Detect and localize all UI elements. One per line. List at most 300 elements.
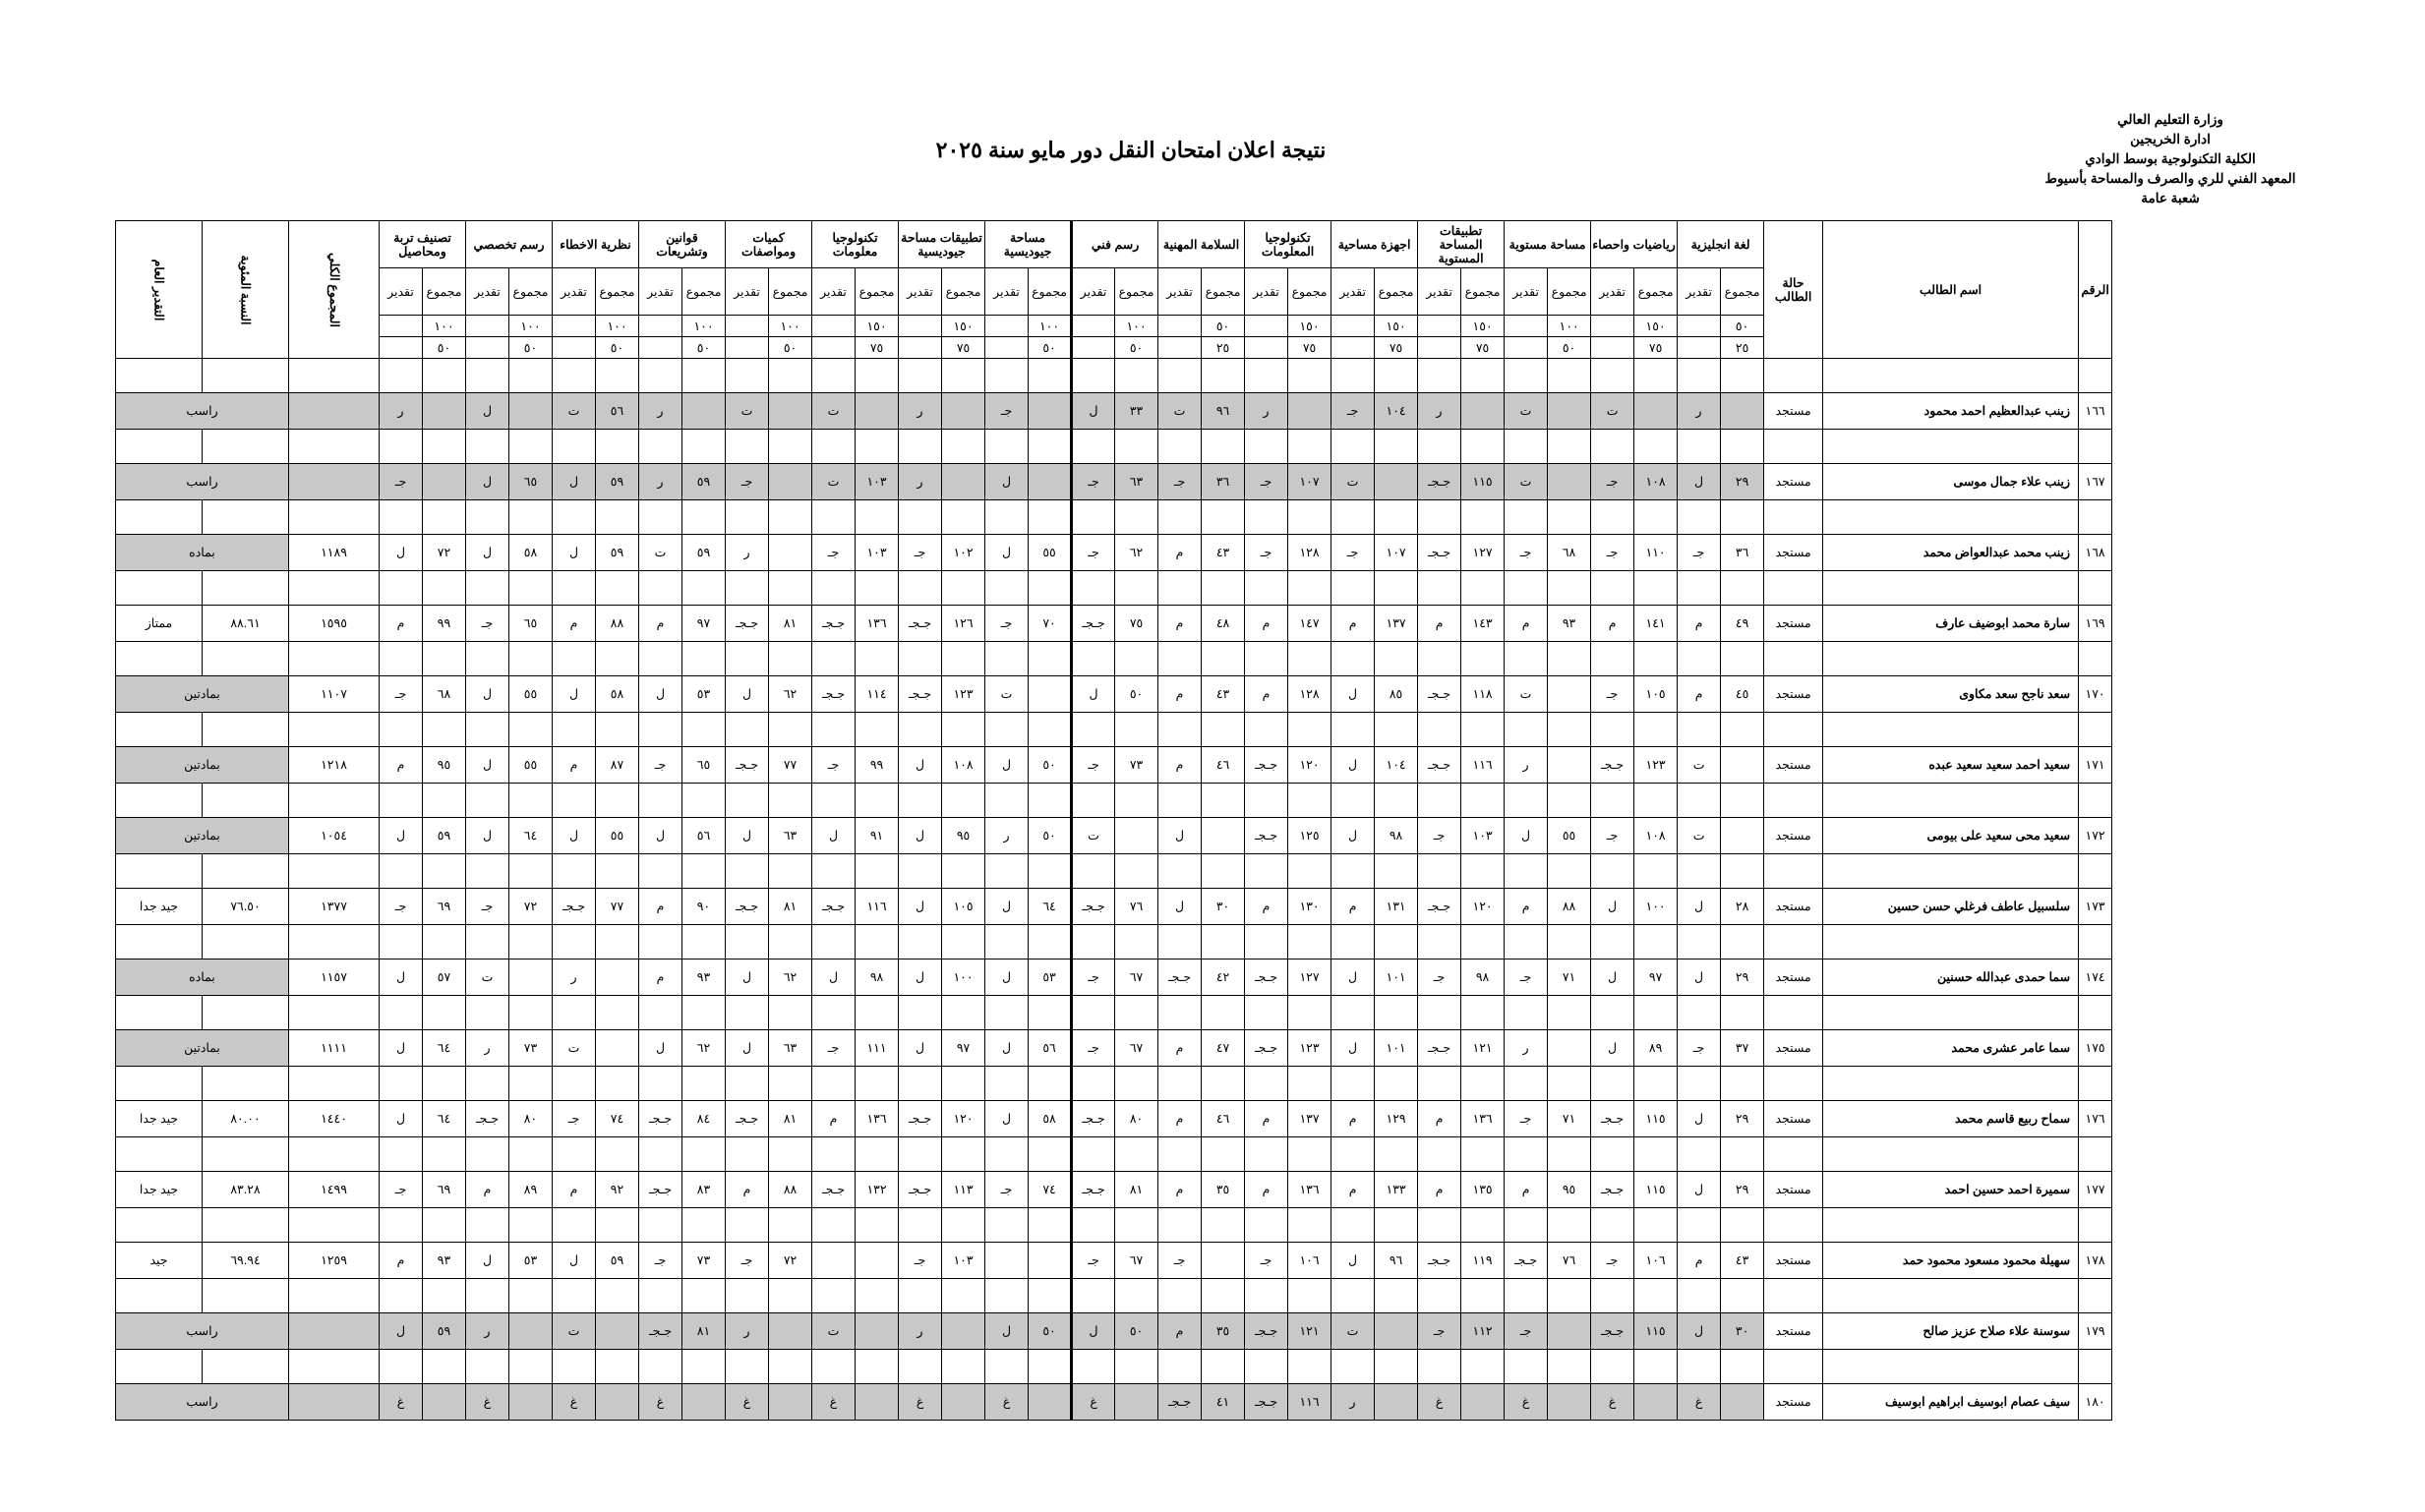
sum-cell [769,393,812,430]
seq-cell: ١٧٦ [2079,1101,2112,1137]
min-marks-cell: ٥٠ [1115,337,1158,359]
spacer-cell [2079,1279,2112,1313]
grade-cell: ت [1331,1313,1375,1350]
spacer-cell [423,430,466,464]
spacer-cell [1375,359,1418,393]
spacer-cell [1245,925,1288,960]
sum-cell [509,393,553,430]
spacer-cell [1461,1208,1505,1243]
spacer-cell [1288,1067,1331,1101]
sum-cell: ٩٠ [682,889,726,925]
spacer-cell [596,430,639,464]
spacer-cell [203,1208,289,1243]
max-marks-cell: ١٠٠ [1029,316,1072,337]
spacer-cell [1505,1279,1548,1313]
subject-header: السلامة المهنية [1158,221,1245,268]
sum-subheader: مجموع [1634,268,1678,316]
spacer-cell [1418,359,1461,393]
spacer-cell [1072,500,1115,535]
grade-cell: جـجـ [639,1313,682,1350]
grade-cell: م [1158,747,1202,784]
spacer-cell [466,500,509,535]
grade-cell: جـ [466,606,509,642]
spacer-cell [1505,1067,1548,1101]
max-grade-cell [466,316,509,337]
spacer-cell [553,996,596,1030]
grade-cell: غ [726,1384,769,1421]
grade-cell: جـجـ [1418,889,1461,925]
spacer-cell [509,430,553,464]
spacer-cell [769,854,812,889]
sum-cell [1548,464,1591,500]
spacer-cell [856,359,899,393]
spacer-cell [1331,996,1375,1030]
spacer-cell [812,571,856,606]
min-grade-cell [1678,337,1721,359]
sum-cell [942,1313,985,1350]
seq-cell: ١٦٦ [2079,393,2112,430]
spacer-cell [289,1137,380,1172]
spacer-cell [1072,571,1115,606]
spacer-cell [1331,571,1375,606]
spacer-cell [1634,1208,1678,1243]
grade-cell: م [1158,535,1202,571]
grade-cell: ل [1072,676,1115,713]
spacer-cell [1072,430,1115,464]
spacer-cell [1202,713,1245,747]
min-grade-cell [1591,337,1634,359]
grand-total-cell: ١١٠٧ [289,676,380,713]
grade-cell: جـجـ [726,889,769,925]
header-line: شعبة عامة [2141,191,2200,205]
sum-cell: ٩٨ [1461,960,1505,996]
student-name-cell: زينب عبدالعظيم احمد محمود [1823,393,2079,430]
spacer-cell [289,430,380,464]
overall-grade-cell: بمادتين [116,747,289,784]
seq-cell: ١٦٩ [2079,606,2112,642]
spacer-cell [1823,430,2079,464]
min-grade-cell [726,337,769,359]
spacer-cell [1158,1067,1202,1101]
spacer-cell [1634,500,1678,535]
sum-cell: ١٠٢ [942,535,985,571]
spacer-cell [423,925,466,960]
max-marks-cell: ١٠٠ [596,316,639,337]
grade-cell: جـ [1331,535,1375,571]
grade-cell: ل [380,818,423,854]
sum-cell: ١٣٦ [1461,1101,1505,1137]
sum-cell: ٨٥ [1375,676,1418,713]
spacer-cell [726,1208,769,1243]
grade-cell: ت [1158,393,1202,430]
grade-cell: جـ [726,464,769,500]
sum-cell: ١٣٥ [1461,1172,1505,1208]
grade-cell: م [639,960,682,996]
spacer-cell [682,1208,726,1243]
sum-cell: ٦٢ [769,960,812,996]
sum-cell [856,1384,899,1421]
min-marks-cell: ٧٥ [1634,337,1678,359]
spacer-cell [596,925,639,960]
spacer-cell [289,713,380,747]
subject-header: اجهزة مساحية [1331,221,1418,268]
spacer-cell [726,1067,769,1101]
spacer-cell [423,713,466,747]
sum-cell [942,393,985,430]
spacer-cell [985,996,1029,1030]
grade-subheader: تقدير [726,268,769,316]
spacer-cell [1331,1279,1375,1313]
sum-cell: ٢٨ [1721,889,1764,925]
spacer-cell [1634,925,1678,960]
spacer-cell [596,713,639,747]
spacer-cell [116,642,203,676]
sum-subheader: مجموع [1461,268,1505,316]
grade-cell: م [1678,1243,1721,1279]
spacer-cell [1678,359,1721,393]
grade-cell: م [1331,889,1375,925]
spacer-cell [2079,854,2112,889]
spacer-cell [1158,1279,1202,1313]
min-marks-cell: ٧٥ [942,337,985,359]
spacer-cell [1505,713,1548,747]
spacer-cell [116,1208,203,1243]
grade-cell: غ [1678,1384,1721,1421]
spacer-cell [2079,784,2112,818]
grade-cell: ر [466,1030,509,1067]
spacer-cell [769,500,812,535]
spacer-cell [985,500,1029,535]
spacer-cell [596,854,639,889]
grade-cell: ر [553,960,596,996]
max-grade-cell [985,316,1029,337]
spacer-cell [1678,571,1721,606]
spacer-cell [1505,359,1548,393]
sum-cell: ٥٩ [682,464,726,500]
grade-cell: م [1158,1313,1202,1350]
spacer-cell [289,500,380,535]
sum-cell [423,464,466,500]
spacer-cell [1634,430,1678,464]
sum-cell [1721,393,1764,430]
spacer-cell [2079,430,2112,464]
spacer-cell [509,1208,553,1243]
grade-cell: جـ [1591,1243,1634,1279]
max-marks-cell: ١٠٠ [1115,316,1158,337]
spacer-cell [1823,642,2079,676]
grade-cell: ر [726,535,769,571]
sum-cell: ١٣٦ [1288,1172,1331,1208]
sum-cell: ٨٨ [1548,889,1591,925]
spacer-cell [116,1067,203,1101]
grade-cell: جـ [1418,818,1461,854]
sum-cell: ٨١ [1115,1172,1158,1208]
grade-cell: جـ [380,1172,423,1208]
spacer-cell [1245,784,1288,818]
sum-cell: ١٢٣ [942,676,985,713]
sum-cell: ٧٤ [596,1101,639,1137]
spacer-cell [509,359,553,393]
spacer-cell [1548,996,1591,1030]
spacer-cell [726,571,769,606]
sum-cell [509,1384,553,1421]
min-marks-cell: ٥٠ [596,337,639,359]
grade-cell: جـ [1072,535,1115,571]
spacer-cell [1158,713,1202,747]
grade-subheader: تقدير [1505,268,1548,316]
grade-subheader: تقدير [380,268,423,316]
spacer-cell [769,430,812,464]
grade-cell: م [639,606,682,642]
sum-cell: ١٠٦ [1288,1243,1331,1279]
sum-cell: ١٠٧ [1375,535,1418,571]
spacer-cell [1548,854,1591,889]
spacer-cell [203,784,289,818]
sum-cell [1375,1313,1418,1350]
spacer-cell [1678,642,1721,676]
grade-cell: ر [1678,393,1721,430]
spacer-cell [639,854,682,889]
sum-cell: ٨٣ [682,1172,726,1208]
sum-cell: ٦٢ [682,1030,726,1067]
max-grade-cell [1158,316,1202,337]
sum-cell: ٤٦ [1202,747,1245,784]
min-grade-cell [1245,337,1288,359]
sum-cell: ٩٣ [1548,606,1591,642]
spacer-cell [553,500,596,535]
spacer-cell [1764,1067,1823,1101]
spacer-cell [856,784,899,818]
min-grade-cell [812,337,856,359]
grade-cell: ل [1591,960,1634,996]
spacer-cell [1764,359,1823,393]
grade-cell: جـجـ [812,606,856,642]
subject-header: رسم تخصصي [466,221,553,268]
sum-cell: ٦٤ [1029,889,1072,925]
spacer-cell [1764,925,1823,960]
spacer-cell [1072,925,1115,960]
spacer-cell [899,713,942,747]
spacer-cell [1375,1067,1418,1101]
grade-cell: م [1158,1030,1202,1067]
overall-grade-cell: بماده [116,960,289,996]
min-marks-cell: ٢٥ [1721,337,1764,359]
max-marks-cell: ١٠٠ [682,316,726,337]
spacer-cell [116,784,203,818]
min-grade-cell [899,337,942,359]
spacer-cell [289,784,380,818]
overall-grade-cell: راسب [116,1313,289,1350]
spacer-cell [1823,713,2079,747]
sum-cell: ٩٧ [942,1030,985,1067]
grade-cell: جـجـ [1505,1243,1548,1279]
sum-cell: ٩١ [856,818,899,854]
sum-cell: ٨٠ [1115,1101,1158,1137]
sum-cell: ٩٨ [1375,818,1418,854]
sum-cell: ١٣٣ [1375,1172,1418,1208]
overall-grade-cell: راسب [116,1384,289,1421]
overall-grade-cell: جيد جدا [116,889,203,925]
grade-cell: جـجـ [812,889,856,925]
spacer-cell [2079,642,2112,676]
subject-header: تكنولوجيا معلومات [812,221,899,268]
grade-cell: ت [553,1030,596,1067]
grade-cell: جـجـ [1245,1030,1288,1067]
spacer-cell [726,713,769,747]
max-marks-cell: ١٠٠ [423,316,466,337]
percent-cell: ٨٠.٠٠ [203,1101,289,1137]
subject-header: رياضيات واحصاء [1591,221,1678,268]
grade-subheader: تقدير [639,268,682,316]
grade-cell: جـ [1678,535,1721,571]
grade-cell: جـ [1505,1313,1548,1350]
grade-cell: جـ [899,1243,942,1279]
spacer-cell [1678,996,1721,1030]
spacer-cell [596,359,639,393]
spacer-cell [596,1279,639,1313]
spacer-cell [1029,500,1072,535]
sum-cell: ٥٨ [1029,1101,1072,1137]
spacer-cell [1029,1279,1072,1313]
sum-cell: ٤٥ [1721,676,1764,713]
sum-subheader: مجموع [596,268,639,316]
max-marks-cell: ١٥٠ [1288,316,1331,337]
spacer-cell [1823,1067,2079,1101]
spacer-cell [423,571,466,606]
grade-cell: جـجـ [1245,818,1288,854]
sum-cell [942,1384,985,1421]
sum-cell: ١١٣ [942,1172,985,1208]
spacer-cell [769,996,812,1030]
min-grade-cell [639,337,682,359]
spacer-cell [509,713,553,747]
grade-cell: جـ [380,676,423,713]
spacer-cell [1548,925,1591,960]
spacer-cell [1331,359,1375,393]
sum-cell: ٧١ [1548,1101,1591,1137]
spacer-cell [682,784,726,818]
grade-cell [812,1243,856,1279]
spacer-cell [1678,1279,1721,1313]
grade-cell: جـجـ [1418,1030,1461,1067]
percent-header-label: النسبة المئوية [238,254,253,325]
spacer-cell [2079,571,2112,606]
spacer-cell [1029,1208,1072,1243]
spacer-cell [942,854,985,889]
subject-header: مساحة جيوديسية [985,221,1072,268]
sum-cell [1721,1384,1764,1421]
sum-cell: ٧٥ [1115,606,1158,642]
grade-cell: جـ [1072,1030,1115,1067]
spacer-cell [726,925,769,960]
sum-cell [1029,464,1072,500]
spacer-cell [812,1350,856,1384]
grade-cell: ت [466,960,509,996]
spacer-cell [596,1350,639,1384]
spacer-cell [1418,1067,1461,1101]
spacer-cell [1678,1350,1721,1384]
grade-cell: غ [553,1384,596,1421]
seq-cell: ١٧٠ [2079,676,2112,713]
student-name-cell: سميرة احمد حسين احمد [1823,1172,2079,1208]
spacer-cell [1245,642,1288,676]
sum-cell [1634,1384,1678,1421]
grade-cell: ل [985,747,1029,784]
spacer-cell [1029,430,1072,464]
spacer-cell [1115,430,1158,464]
grade-subheader: تقدير [812,268,856,316]
spacer-cell [203,854,289,889]
sum-cell: ١١١ [856,1030,899,1067]
status-cell: مستجد [1764,747,1823,784]
spacer-cell [116,1279,203,1313]
spacer-cell [1072,784,1115,818]
grade-cell: م [1678,606,1721,642]
sum-cell: ١٠٣ [856,535,899,571]
spacer-cell [1721,713,1764,747]
spacer-cell [942,1350,985,1384]
spacer-cell [1721,642,1764,676]
sum-cell: ١١٥ [1634,1101,1678,1137]
spacer-cell [639,925,682,960]
spacer-cell [1461,500,1505,535]
grade-cell: جـ [1072,1243,1115,1279]
spacer-cell [2079,1137,2112,1172]
spacer-cell [1548,571,1591,606]
grade-cell: ر [985,818,1029,854]
sum-cell [1202,818,1245,854]
min-grade-cell [1331,337,1375,359]
grade-cell: جـ [1158,464,1202,500]
spacer-cell [769,1350,812,1384]
spacer-cell [1245,571,1288,606]
grade-cell: جـ [985,606,1029,642]
spacer-cell [985,1067,1029,1101]
grade-cell: جـجـ [1418,747,1461,784]
spacer-cell [942,784,985,818]
overall-grade-cell: بمادتين [116,1030,289,1067]
spacer-cell [899,784,942,818]
spacer-cell [1158,1208,1202,1243]
spacer-cell [856,1208,899,1243]
spacer-cell [289,1067,380,1101]
spacer-cell [1375,500,1418,535]
grade-cell: غ [1072,1384,1115,1421]
spacer-cell [289,1279,380,1313]
grade-cell: جـجـ [553,889,596,925]
spacer-cell [1591,571,1634,606]
min-grade-cell [1505,337,1548,359]
sum-cell: ١٠٨ [1634,464,1678,500]
grade-cell: ل [466,535,509,571]
status-cell: مستجد [1764,889,1823,925]
min-marks-cell: ٥٠ [423,337,466,359]
spacer-cell [1721,359,1764,393]
sum-cell: ٥٥ [1029,535,1072,571]
sum-cell: ١١٦ [1288,1384,1331,1421]
sum-cell: ١١٩ [1461,1243,1505,1279]
sum-cell [1634,393,1678,430]
spacer-cell [1548,1137,1591,1172]
spacer-cell [203,500,289,535]
sum-cell [1202,1243,1245,1279]
grade-cell: غ [985,1384,1029,1421]
spacer-cell [1331,713,1375,747]
sum-subheader: مجموع [423,268,466,316]
grade-cell: جـ [726,1243,769,1279]
spacer-cell [1115,854,1158,889]
status-cell: مستجد [1764,1101,1823,1137]
